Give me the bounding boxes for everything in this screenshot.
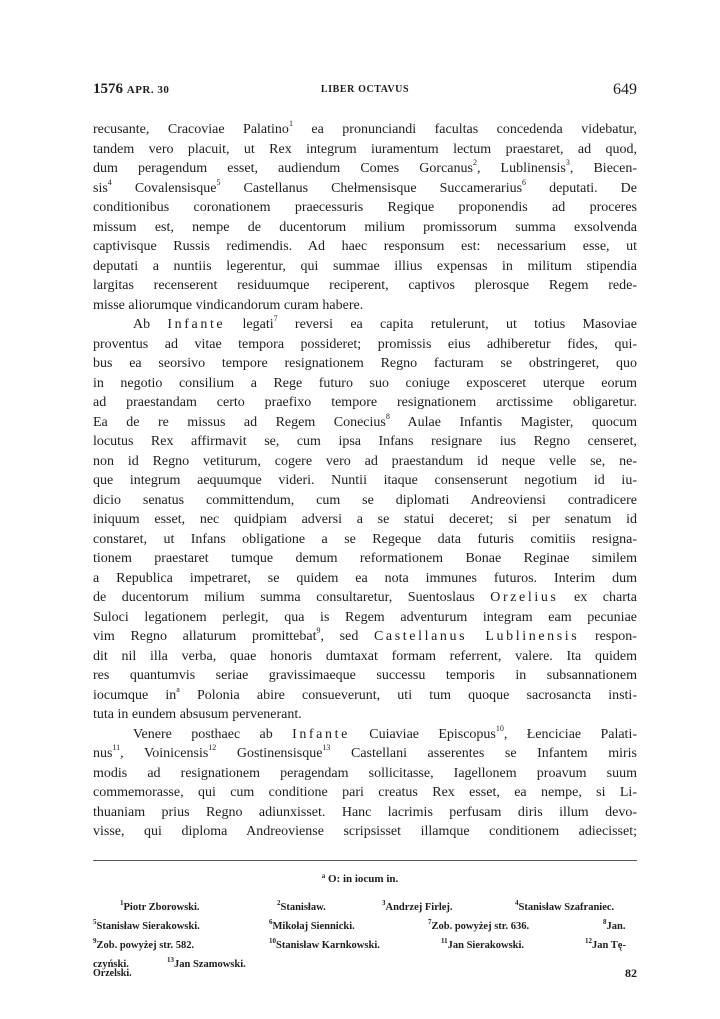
text-line: constaret, ut Infans obligatione a se Regeque data futuris comitiis resigna- bbox=[93, 531, 637, 547]
footnote-variant: $^a$ O: in iocum in. bbox=[321, 872, 399, 885]
header-month-day: APR. 30 bbox=[126, 84, 170, 96]
text-line: ad praestandam certo praefixo tempore resignationem arctissime obligaretur. bbox=[93, 395, 637, 410]
text-line: a Republica impetraret, se quidem ea nota immunes futuros. Interim dum bbox=[93, 570, 637, 586]
footnote: $^1$ Piotr Zborowski. bbox=[120, 899, 200, 913]
footnote: $^{10}$ Stanisław Karnkowski. bbox=[269, 937, 380, 951]
text-line: nus$^{11}$, Voinicensis$^{12}$ Gostinensisque$^{13}$ Castellani asserentes se Infantem miris bbox=[93, 743, 638, 761]
footnote: $^8$ Jan. bbox=[603, 918, 626, 932]
text-line: non id Regno vetiturum, cogere vero ad praestandum id neque velle se, ne- bbox=[93, 453, 637, 469]
text-line: captivisque Russis redimendis. Ad haec responsum est: necessarium esse, ut bbox=[93, 239, 637, 254]
text-line: commemorasse, qui cum conditione pari creatus Rex esset, ea nempe, si Li- bbox=[93, 785, 637, 800]
footnote-divider bbox=[93, 860, 637, 861]
text-line: conditionibus coronationem praecessuris Regique proponendis ad proceres bbox=[93, 200, 637, 215]
text-line: tandem vero placuit, ut Rex integrum iuramentum lectum praestaret, ad quod, bbox=[93, 141, 637, 157]
text-line: Venere posthaec ab Infante Cuiaviae Episcopus$^{10}$, Łenciciae Palati- bbox=[133, 723, 638, 742]
text-line: bus ea seorsivo tempore resignationem Regno facturam se obstringeret, quo bbox=[93, 356, 637, 371]
footnote: $^3$ Andrzej Firlej. bbox=[382, 899, 453, 913]
footnote-row bbox=[93, 898, 637, 917]
text-line: vim Regno allaturum promittebat$^9$, sed Castellanus Lublinensis respon- bbox=[93, 626, 637, 644]
text-line: tionem praestaret tumque demum reformationem Bonae Reginae similem bbox=[93, 551, 637, 566]
text-line: que integrum aequumque videri. Nuntii itaque consenserunt negotium id iu- bbox=[93, 473, 637, 488]
text-line: Ab Infante legati$^7$ reversi ea capita retulerunt, ut totius Masoviae bbox=[133, 314, 637, 332]
text-line: tuta in eundem absusum pervenerant. bbox=[93, 707, 302, 722]
footnote: $^4$ Stanisław Szafraniec. bbox=[515, 899, 615, 913]
header-title: LIBER OCTAVUS bbox=[320, 84, 410, 95]
text-line: in negotio consilium a Rege futuro suo coniuge exposceret uterque eorum bbox=[93, 375, 637, 391]
text-line: proventus ad vitae tempora possideret; promissis eius adhiberetur fides, qui- bbox=[93, 336, 637, 352]
main-text bbox=[93, 120, 637, 842]
footnote: $^6$ Mikołaj Siennicki. bbox=[269, 918, 355, 932]
footnote: $^5$ Stanisław Sierakowski. bbox=[93, 918, 200, 932]
text-line: Ea de re missus ad Regem Conecius$^8$ Aulae Infantis Magister, quocum bbox=[93, 411, 637, 430]
text-line: recusante, Cracoviae Palatino$^1$ ea pronunciandi facultas concedenda videbatur, bbox=[93, 119, 637, 137]
footnote: $^{12}$ Jan Tę- bbox=[585, 937, 626, 951]
footnote: $^7$ Zob. powyżej str. 636. bbox=[428, 918, 530, 932]
footnotes bbox=[93, 898, 637, 974]
text-line: misse aliorumque vindicandorum curam habere. bbox=[93, 297, 364, 313]
footnote: $^9$ Zob. powyżej str. 582. bbox=[93, 937, 195, 951]
text-line: locutus Rex affirmavit se, cum ipsa Infans resignare ius Regno censeret, bbox=[93, 434, 637, 449]
running-header bbox=[93, 81, 637, 103]
text-line: modis ad resignationem peragendam sollicitasse, Iagellonem proavum suum bbox=[93, 765, 637, 781]
footnote-row: czyński. $^{13}$ Jan Szamowski. bbox=[93, 955, 637, 974]
text-line: Suloci legationem perlegit, qua is Regem adventurum integram eam pecuniae bbox=[93, 609, 637, 625]
text-line: iocumque $in^a$ Polonia abire consueverunt, uti tum quoque sacrosancta insti- bbox=[93, 684, 637, 703]
text-line: dum peragendum esset, audiendum Comes Gorcanus$^2$, Lublinensis$^3$, Biecen- bbox=[93, 158, 638, 176]
gathering-number: 82 bbox=[625, 966, 637, 980]
header-year: 1576 bbox=[93, 81, 123, 97]
text-line: iniquum esset, nec quidpiam adversi a se statui deceret; si per senatum id bbox=[93, 512, 637, 527]
text-line: de ducentorum milium summa consultaretur, Suentoslaus Orzelius ex charta bbox=[93, 590, 637, 605]
page-number: 649 bbox=[613, 81, 637, 98]
footnote-row bbox=[93, 936, 637, 955]
text-line: missum est, nempe de ducentorum milium promissorum summa exsolvenda bbox=[93, 219, 637, 235]
text-line: dit nil illa verba, quae honoris dumtaxat formam referrent, valere. Ita quidem bbox=[93, 648, 637, 664]
footnote: $^{11}$ Jan Sierakowski. bbox=[441, 937, 525, 951]
text-line: res quantumvis seriae gravissimaeque successu temporis in subsannationem bbox=[93, 668, 637, 683]
text-line: sis$^4$ Covalensisque$^5$ Castellanus Chełmensisque Succamerarius$^6$ deputati. De bbox=[93, 177, 638, 196]
page-footer bbox=[93, 966, 637, 982]
signature-mark: Orzelski. bbox=[93, 968, 132, 979]
text-line: deputati a nuntiis legerentur, qui summae illius expensas in militum stipendia bbox=[93, 258, 637, 274]
footnote: $^2$ Stanisław. bbox=[277, 899, 326, 913]
text-line: dicio senatus committendum, cum se diplomati Andreoviensi contradicere bbox=[93, 492, 637, 508]
footnote: $^{13}$ Jan Szamowski. bbox=[167, 956, 246, 970]
text-line: largitas recenserent residuumque reciperent, captivos plerosque Regem rede- bbox=[93, 278, 637, 293]
text-line: thuaniam prius Regno adiunxisset. Hanc lacrimis perfusam diris illum devo- bbox=[93, 804, 637, 820]
footnote-row bbox=[93, 917, 637, 936]
text-line: visse, qui diploma Andreoviense scripsisset illamque conditionem adiecisset; bbox=[93, 824, 637, 839]
